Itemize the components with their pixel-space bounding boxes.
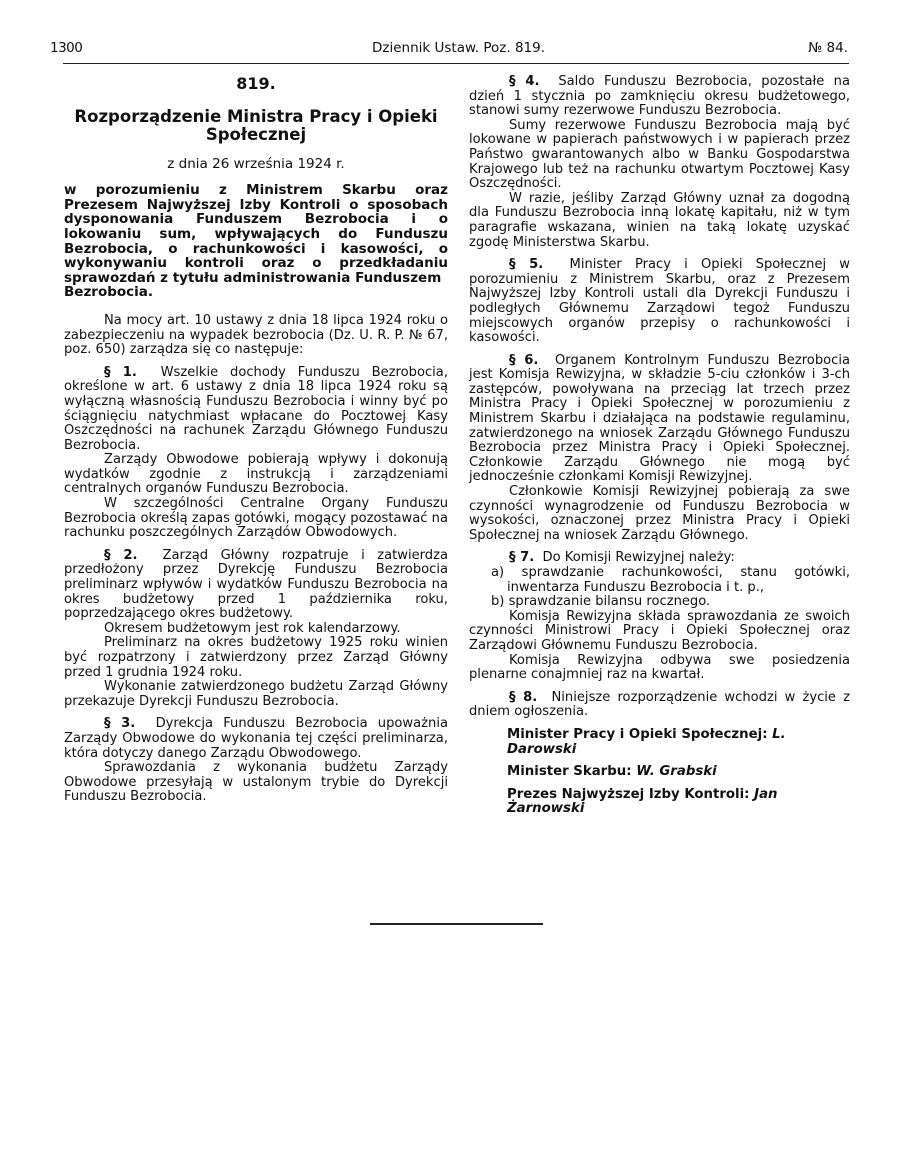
- section-4-paragraph-2: Sumy rezerwowe Funduszu Bezrobocia mają być lokowane w papierach państwowych i w papierach przez Państwo gwarantowanych albo w Banku Gospodarstwa Krajowego lub też na rachunku otwartym Pocztowej Kasy Oszczędności.: [469, 117, 850, 192]
- page-header: [50, 40, 850, 60]
- section-3-paragraph-2: Sprawozdania z wykonania budżetu Zarządy Obwodowe przesyłają w ustalonym trybie do Dyrekcji Funduszu Bezrobocia.: [64, 760, 448, 805]
- section-8: [469, 691, 850, 720]
- section-6-label: § 6.: [509, 352, 539, 368]
- section-6-paragraph-2: Członkowie Komisji Rewizyjnej pobierają za swe czynności wynagrodzenie od Funduszu Bezrobocia w wysokości, oznaczonej przez Ministra Pracy i Opieki Społecznej na wniosek Zarządu Głównego.: [469, 484, 850, 543]
- page-number: 1300: [50, 40, 83, 56]
- act-subject: [64, 183, 448, 300]
- section-7-label: § 7.: [509, 550, 535, 566]
- signature-name: W. Grabski: [636, 764, 717, 780]
- signature-role: Minister Pracy i Opieki Społecznej:: [507, 726, 768, 742]
- section-1-paragraph-3: W szczególności Centralne Organy Funduszu Bezrobocia określą zapas gotówki, mogący pozostawać na rachunku poszczególnych Zarządów Obwodowych.: [64, 496, 448, 541]
- section-4: [469, 75, 850, 119]
- header-rule: [63, 63, 849, 64]
- section-8-label: § 8.: [509, 689, 538, 705]
- signature-role: Minister Skarbu:: [507, 764, 632, 780]
- section-5: [469, 258, 850, 346]
- closing-separator-rule: [370, 923, 543, 925]
- section-7-paragraph-2: Komisja Rewizyjna składa sprawozdania ze swoich czynności Ministrowi Pracy i Opieki Społecznej oraz Zarządowi Głównemu Funduszu Bezrobocia.: [469, 608, 850, 653]
- journal-title: Dziennik Ustaw. Poz. 819.: [372, 40, 546, 56]
- section-6: [469, 354, 850, 485]
- section-2-paragraph-4: Wykonanie zatwierdzonego budżetu Zarząd Główny przekazuje Dyrekcji Funduszu Bezrobocia.: [64, 679, 448, 709]
- section-1-text: Wszelkie dochody Funduszu Bezrobocia, określone w art. 6 ustawy z dnia 18 lipca 1924 roku są wyłączną własnością Funduszu Bezrobocia i winny być po ściągnięciu natychmiast wpłacane do Pocztowej Kasy Oszczędności na rachunek Zarządu Głównego Funduszu Bezrobocia.: [64, 364, 448, 453]
- section-7-paragraph-3: Komisja Rewizyjna odbywa swe posiedzenia plenarne conajmniej raz na kwartał.: [469, 652, 850, 683]
- right-column: [469, 75, 850, 817]
- section-4-text: Saldo Funduszu Bezrobocia, pozostałe na dzień 1 stycznia po zamknięciu okresu budżetowego, stanowi sumy rezerwowe Funduszu Bezrobocia.: [469, 74, 850, 119]
- section-3-label: § 3.: [104, 716, 136, 732]
- section-5-label: § 5.: [509, 257, 544, 273]
- signature-treasury-minister: [507, 765, 850, 780]
- issue-number: № 84.: [808, 40, 848, 56]
- section-1-paragraph-2: Zarządy Obwodowe pobierają wpływy i dokonują wydatków zgodnie z instrukcją i zarządzeniami centralnych organów Funduszu Bezrobocia.: [64, 452, 448, 497]
- section-1: [64, 366, 448, 454]
- section-7-item-b: b) sprawdzanie bilansu rocznego.: [491, 594, 711, 610]
- section-5-text: Minister Pracy i Opieki Społecznej w porozumieniu z Ministrem Skarbu, oraz z Prezesem Najwyższej Izby Kontroli ustali dla Dyrekcji Funduszu i podległych Głównemu Zarządowi tegoż Funduszu miejscowych organów przepisy o rachunkowości i kasowości.: [469, 257, 851, 346]
- section-6-text: Organem Kontrolnym Funduszu Bezrobocia jest Komisja Rewizyjna, w składzie 5-ciu członków i 3-ch zastępców, powoływana na przeciąg lat trzech przez Ministra Pracy i Opieki Społecznej w porozumieniu z Ministrem Skarbu i działająca na podstawie regulaminu, zatwierdzonego na wniosek Zarządu Głównego Funduszu Bezrobocia przez Ministra Pracy i Opieki Społecznej. Członkowie Zarządu Głównego nie mogą być jednocześnie członkami Komisji Rewizyjnej.: [469, 352, 850, 485]
- act-title: Rozporządzenie Ministra Pracy i Opieki Społecznej: [74, 106, 438, 144]
- section-4-label: § 4.: [509, 74, 540, 89]
- section-7-text: Do Komisji Rewizyjnej należy:: [542, 550, 735, 566]
- section-7-item-a: a) sprawdzanie rachunkowości, stanu gotówki, inwentarza Funduszu Bezrobocia i t. p.,: [491, 565, 850, 595]
- signature-name: L. Darowski: [507, 726, 786, 757]
- signature-name: Jan Żarnowski: [507, 786, 778, 817]
- act-date: z dnia 26 września 1924 r.: [167, 155, 345, 172]
- section-3: [64, 717, 448, 761]
- section-2-text: Zarząd Główny rozpatruje i zatwierdza przedłożony przez Dyrekcję Funduszu Bezrobocia preliminarz wpływów i wydatków Funduszu Bezrobocia na okres budżetowy przed 1 października roku, poprzedzającego okres budżetowy.: [64, 547, 448, 622]
- section-7: [469, 551, 850, 566]
- act-subject-main: w porozumieniu z Ministrem Skarbu oraz Prezesem Najwyższej Izby Kontroli o sposobach dysponowania Funduszem Bezrobocia i o lokowaniu sum, wpływających do Funduszu Bezrobocia, o rachunkowości i kasowości, o wykonywaniu kontroli oraz o przedkładaniu sprawozdań z tytułu administrowania Funduszem: [64, 182, 448, 286]
- section-4-paragraph-3: W razie, jeśliby Zarząd Główny uznał za dogodną dla Funduszu Bezrobocia inną lokatę kapitału, niż w tym paragrafie wskazana, winien na taką lokatę uzyskać zgodę Ministerstwa Skarbu.: [469, 190, 850, 250]
- act-number: 819.: [236, 74, 276, 93]
- act-subject-last: Bezrobocia.: [64, 284, 154, 301]
- section-2: [64, 549, 448, 622]
- signature-audit-president: [507, 788, 850, 817]
- section-3-text: Dyrekcja Funduszu Bezrobocia upoważnia Zarządy Obwodowe do wykonania tej części preliminarza, która dotyczy danego Zarządu Obwodowego.: [64, 716, 448, 761]
- section-8-text: Niniejsze rozporządzenie wchodzi w życie z dniem ogłoszenia.: [469, 689, 851, 720]
- left-column: [64, 75, 448, 805]
- section-2-label: § 2.: [104, 547, 138, 563]
- section-1-label: § 1.: [104, 364, 137, 380]
- signature-labor-minister: [507, 728, 850, 757]
- section-2-paragraph-3: Preliminarz na okres budżetowy 1925 roku winien być rozpatrzony i zatwierdzony przez Zarząd Główny przed 1 grudnia 1924 roku.: [64, 635, 448, 680]
- section-2-paragraph-2: Okresem budżetowym jest rok kalendarzowy.: [104, 620, 401, 636]
- preamble: Na mocy art. 10 ustawy z dnia 18 lipca 1924 roku o zabezpieczeniu na wypadek bezrobocia (Dz. U. R. P. № 67, poz. 650) zarządza się co następuje:: [64, 312, 448, 358]
- signature-role: Prezes Najwyższej Izby Kontroli:: [507, 786, 750, 802]
